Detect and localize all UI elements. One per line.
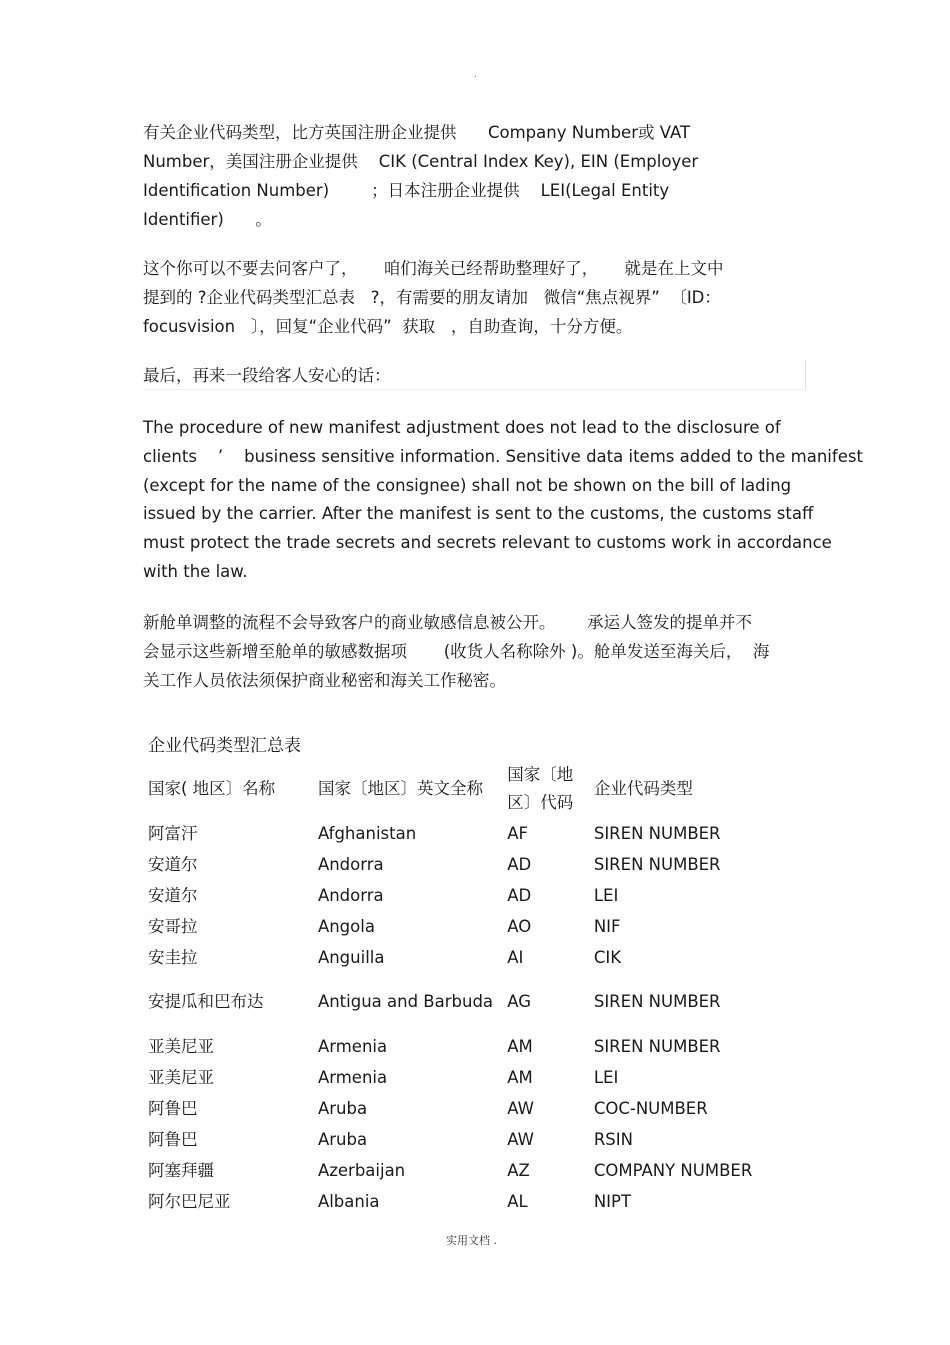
cell-english-name: Antigua and Barbuda	[317, 992, 494, 1011]
footer-text: 实用文档 .	[446, 1234, 497, 1247]
paragraph-line: 有关企业代码类型，比方英国注册企业提供 Company Number或 VAT	[143, 123, 691, 142]
cell-code-type: SIREN NUMBER	[593, 854, 721, 874]
company-code-table	[143, 760, 783, 1217]
cell-region-code: AG	[507, 992, 532, 1011]
cell-region-code: AD	[507, 854, 532, 874]
header-mark: .	[474, 70, 477, 80]
paragraph-line: 关工作人员依法须保护商业秘密和海关工作秘密。	[143, 671, 506, 690]
paragraph-line: 最后，再来一段给客人安心的话：	[143, 366, 391, 385]
cell-code-type: COMPANY NUMBER	[593, 1160, 753, 1180]
cell-region-name: 阿尔巴尼亚	[148, 1191, 231, 1211]
table-row	[143, 849, 783, 880]
cell-code-type: NIF	[593, 916, 621, 936]
paragraph-line: The procedure of new manifest adjustment does not lead to the disclosure of	[143, 418, 781, 437]
cell-region-code: AZ	[507, 1160, 530, 1180]
paragraph-line: must protect the trade secrets and secrets relevant to customs work in accordance	[143, 533, 832, 553]
table-row	[143, 1124, 783, 1155]
cell-region-name: 阿富汗	[148, 823, 198, 843]
cell-code-type: SIREN NUMBER	[593, 1036, 721, 1056]
cell-region-name: 安圭拉	[148, 947, 198, 967]
paragraph-line: Number，美国注册企业提供 CIK (Central Index Key), EIN (Employer	[143, 152, 699, 171]
paragraph-line: focusvision 〕，回复“企业代码” 获取 ，自助查询，十分方便。	[143, 317, 633, 336]
cell-region-name: 亚美尼亚	[148, 1036, 214, 1056]
cell-region-code: AI	[507, 947, 524, 967]
column-header-region-code: 国家〔地区〕代码	[507, 765, 574, 812]
paragraph-line: clients ’ business sensitive information. Sensitive data items added to the manifest	[143, 446, 863, 466]
cell-region-name: 阿鲁巴	[148, 1098, 198, 1118]
cell-region-name: 安道尔	[148, 885, 198, 905]
table-row	[143, 1186, 783, 1217]
cell-english-name: Azerbaijan	[317, 1160, 406, 1180]
paragraph-line: (except for the name of the consignee) shall not be shown on the bill of lading	[143, 475, 792, 495]
cell-english-name: Andorra	[317, 854, 384, 874]
table-row	[143, 911, 783, 942]
cell-region-name: 亚美尼亚	[148, 1067, 214, 1087]
paragraph-line: Identification Number) ；日本注册企业提供 LEI(Legal Entity	[143, 181, 670, 200]
paragraph-line: with the law.	[143, 561, 248, 581]
table-row	[143, 942, 783, 973]
column-header-english-name: 国家〔地区〕英文全称	[317, 779, 483, 798]
cell-code-type: SIREN NUMBER	[593, 992, 721, 1011]
paragraph-company-codes	[143, 118, 808, 234]
cell-english-name: Afghanistan	[317, 823, 417, 843]
paragraph-line: 这个你可以不要去问客户了， 咱们海关已经帮助整理好了， 就是在上文中	[143, 259, 724, 278]
paragraph-chinese-quote	[143, 608, 808, 695]
paragraph-line: 新舱单调整的流程不会导致客户的商业敏感信息被公开。 承运人签发的提单并不	[143, 613, 752, 632]
cell-region-code: AL	[507, 1191, 528, 1211]
cell-region-code: AM	[507, 1036, 533, 1056]
cell-region-code: AM	[507, 1067, 533, 1087]
paragraph-closing-intro	[143, 361, 806, 390]
cell-code-type: SIREN NUMBER	[593, 823, 721, 843]
cell-code-type: NIPT	[593, 1191, 632, 1211]
cell-code-type: CIK	[593, 947, 622, 967]
cell-code-type: LEI	[593, 885, 619, 905]
cell-region-code: AO	[507, 916, 532, 936]
cell-region-name: 阿鲁巴	[148, 1129, 198, 1149]
table-row	[143, 1155, 783, 1186]
table-title: 企业代码类型汇总表	[148, 736, 301, 756]
cell-english-name: Angola	[317, 916, 375, 936]
cell-english-name: Anguilla	[317, 947, 385, 967]
cell-english-name: Andorra	[317, 885, 384, 905]
table-body	[143, 818, 783, 1217]
paragraph-line: 提到的 ?企业代码类型汇总表 ?，有需要的朋友请加 微信“焦点视界” 〔ID：	[143, 288, 721, 307]
paragraph-english-quote	[143, 414, 863, 587]
cell-english-name: Armenia	[317, 1067, 388, 1087]
cell-english-name: Aruba	[317, 1098, 368, 1118]
cell-region-name: 安哥拉	[148, 916, 198, 936]
cell-code-type: RSIN	[593, 1129, 633, 1149]
cell-region-code: AW	[507, 1129, 534, 1149]
cell-region-name: 安提瓜和巴布达	[148, 992, 264, 1011]
cell-english-name: Armenia	[317, 1036, 388, 1056]
cell-region-code: AW	[507, 1098, 534, 1118]
paragraph-summary-note	[143, 254, 808, 341]
column-header-code-type: 企业代码类型	[593, 779, 693, 798]
paragraph-line: 会显示这些新增至舱单的敏感数据项 (收货人名称除外 )。舱单发送至海关后， 海	[143, 642, 770, 661]
table-header-row	[143, 760, 783, 818]
table-row	[143, 818, 783, 849]
table-row	[143, 1062, 783, 1093]
cell-english-name: Albania	[317, 1191, 380, 1211]
cell-region-name: 阿塞拜疆	[148, 1160, 214, 1180]
cell-code-type: COC-NUMBER	[593, 1098, 708, 1118]
table-row	[143, 880, 783, 911]
cell-region-code: AF	[507, 823, 529, 843]
paragraph-line: issued by the carrier. After the manifest is sent to the customs, the customs staff	[143, 504, 814, 524]
paragraph-line: Identifier) 。	[143, 210, 272, 229]
cell-region-name: 安道尔	[148, 854, 198, 874]
cell-region-code: AD	[507, 885, 532, 905]
table-row	[143, 973, 783, 1031]
table-row	[143, 1031, 783, 1062]
table-row	[143, 1093, 783, 1124]
column-header-region-name: 国家( 地区〕名称	[148, 779, 276, 798]
cell-code-type: LEI	[593, 1067, 619, 1087]
cell-english-name: Aruba	[317, 1129, 368, 1149]
